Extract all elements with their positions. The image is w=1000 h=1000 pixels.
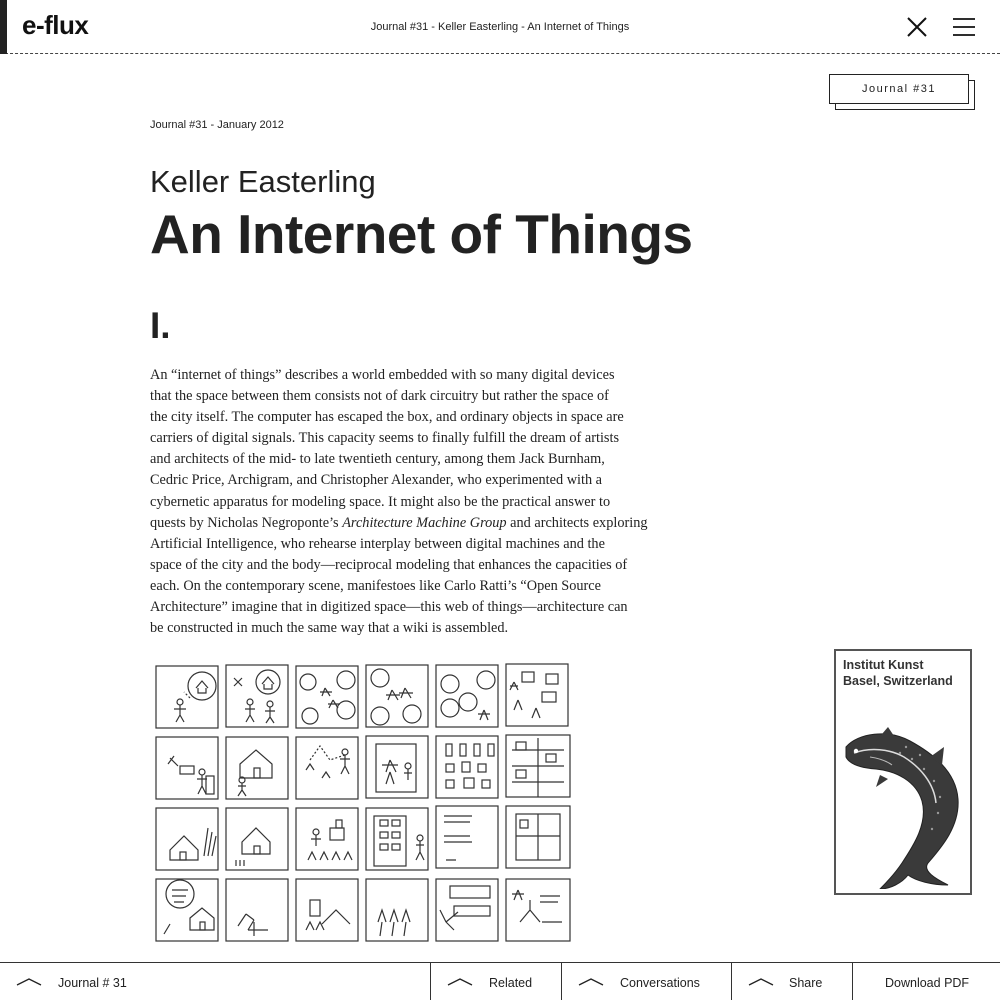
article-paragraph bbox=[150, 365, 648, 639]
paragraph-line: Artificial Intelligence, who rehearse interplay between digital machines and the bbox=[150, 535, 605, 552]
download-pdf-label: Download PDF bbox=[885, 976, 970, 990]
article-title: An Internet of Things bbox=[150, 203, 693, 265]
conversations-tab[interactable] bbox=[562, 963, 731, 1000]
paragraph-line: and architects of the mid- to late twentieth century, among them Jack Burnham, bbox=[150, 451, 605, 468]
hamburger-menu-icon[interactable] bbox=[951, 15, 977, 39]
journal-badge-label[interactable]: Journal #31 bbox=[829, 74, 969, 104]
chevron-up-icon bbox=[748, 977, 774, 987]
paragraph-line: cybernetic apparatus for modeling space. It might also be the practical answer to bbox=[150, 493, 611, 510]
section-heading: I. bbox=[150, 305, 171, 346]
italic-org-name: Architecture Machine Group bbox=[342, 514, 507, 531]
breadcrumb: Journal #31 - Keller Easterling - An Internet of Things bbox=[370, 21, 630, 33]
line-text-before: quests by Nicholas Negroponte’s bbox=[150, 514, 343, 531]
site-logo[interactable]: e-flux bbox=[22, 10, 89, 40]
ad-line: Basel, Switzerland bbox=[843, 674, 953, 688]
journal-tab[interactable] bbox=[0, 963, 430, 1000]
journal-tab-label: Journal # 31 bbox=[58, 976, 127, 990]
article-sketch-image bbox=[150, 660, 580, 946]
close-icon[interactable] bbox=[904, 14, 930, 40]
share-tab[interactable] bbox=[732, 963, 852, 1000]
chevron-up-icon bbox=[447, 977, 473, 987]
line-text-after: and architects exploring bbox=[506, 514, 648, 531]
bottom-toolbar bbox=[0, 962, 1000, 1000]
chevron-up-icon bbox=[578, 977, 604, 987]
ad-text bbox=[843, 657, 953, 689]
chevron-up-icon bbox=[16, 977, 42, 987]
paragraph-line: be constructed in much the same way that a wiki is assembled. bbox=[150, 620, 509, 637]
paragraph-line: Cedric Price, Archigram, and Christopher Alexander, who experimented with a bbox=[150, 472, 603, 489]
related-tab[interactable] bbox=[431, 963, 561, 1000]
conversations-tab-label: Conversations bbox=[620, 976, 700, 990]
paragraph-line: space of the city and the body—reciprocal modeling that enhances the capacities of bbox=[150, 556, 628, 573]
paragraph-line: carriers of digital signals. This capacity seems to finally fulfill the dream of artists bbox=[150, 430, 620, 447]
paragraph-line: that the space between them consists not of dark circuitry but rather the space of bbox=[150, 388, 609, 405]
related-tab-label: Related bbox=[489, 976, 533, 990]
top-header bbox=[0, 0, 1000, 54]
download-pdf-button[interactable] bbox=[853, 963, 1000, 1000]
paragraph-line: the city itself. The computer has escaped the box, and ordinary objects in space are bbox=[150, 409, 624, 426]
share-tab-label: Share bbox=[789, 976, 823, 990]
journal-issue-badge[interactable] bbox=[829, 74, 971, 106]
ad-line: Institut Kunst bbox=[843, 658, 924, 672]
article-author[interactable]: Keller Easterling bbox=[150, 164, 376, 199]
paragraph-line: Architecture” imagine that in digitized space—this web of things—architecture can bbox=[150, 599, 628, 616]
fish-illustration bbox=[840, 713, 968, 889]
paragraph-line: each. On the contemporary scene, manifestoes like Carlo Ratti’s “Open Source bbox=[150, 577, 601, 594]
paragraph-line bbox=[150, 513, 648, 534]
advertisement-banner[interactable] bbox=[834, 649, 972, 895]
issue-date[interactable]: Journal #31 - January 2012 bbox=[150, 119, 284, 131]
paragraph-line: An “internet of things” describes a world embedded with so many digital devices bbox=[150, 367, 615, 383]
